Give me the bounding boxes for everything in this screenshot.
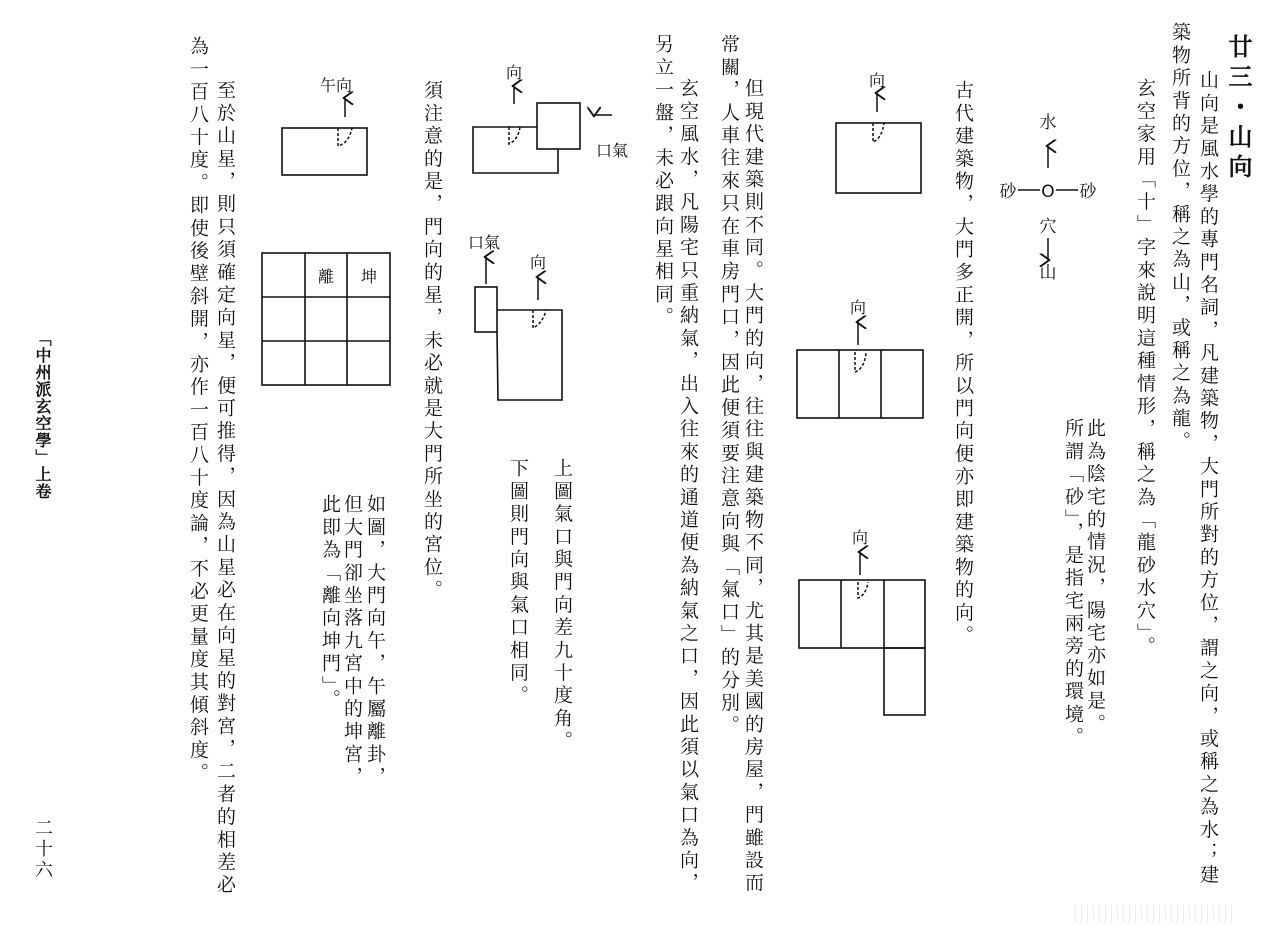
- paragraph-column: 須注意的是，門向的星，未必就是大門所坐的宮位。: [421, 80, 443, 603]
- paragraph-column: 常關，人車往來只在車房門口，因此便須要注意向與「氣口」的分別。: [718, 34, 740, 738]
- paragraph-column: 古代建築物，大門多正開，所以門向便亦即建築物的向。: [952, 80, 974, 648]
- door-icon: [855, 352, 866, 372]
- door-icon: [338, 128, 352, 146]
- paragraph-column: 至於山星，則只須確定向星，便可推得，因為山星必在向星的對宮，二者的相差必: [214, 80, 236, 898]
- facing-label: 向: [851, 528, 869, 547]
- page-number: 二十六: [32, 818, 53, 881]
- paragraph-column: 築物所背的方位，稱之為山，或稱之為龍。: [1169, 22, 1191, 454]
- door-icon: [533, 310, 546, 328]
- door-icon: [858, 582, 868, 598]
- paragraph-column: 玄空風水，凡陽宅只重納氣，出入往來的通道便為納氣之口，因此須以氣口為向，: [677, 78, 699, 896]
- sha-right-label: 砂: [1079, 182, 1097, 202]
- cross-diagram: [1000, 113, 1098, 283]
- xue-label: 穴: [1039, 217, 1057, 237]
- grid-cell-kun: 坤: [360, 267, 378, 286]
- qikou-side-diagram: [473, 63, 628, 173]
- caption-column: 下圖則門向與氣口相同。: [507, 458, 529, 708]
- facing-label: 向: [505, 63, 523, 82]
- qikou-label: 口氣: [467, 233, 501, 252]
- l-shape-diagram: [799, 528, 925, 715]
- door-icon: [873, 123, 884, 142]
- caption-column: 但大門卻坐落九宮中的坤宮，: [341, 494, 363, 790]
- wu-facing-diagram: [282, 76, 367, 175]
- caption-column: 上圖氣口與門向差九十度角。: [551, 458, 573, 754]
- qikou-label: 口氣: [595, 141, 629, 160]
- facing-label: 午向: [319, 76, 353, 95]
- xue-center-circle: O: [1041, 182, 1055, 202]
- door-icon: [509, 127, 520, 144]
- paragraph-column: 山向是風水學的專門名詞，凡建築物，大門所對的方位，謂之向，或稱之為水；建: [1197, 70, 1219, 888]
- chapter-title: 廿三・山向: [1224, 34, 1252, 184]
- mountain-label: 山: [1039, 263, 1057, 283]
- paragraph-column: 另立一盤，未必跟向星相同。: [652, 34, 674, 330]
- paragraph-column: 但現代建築則不同。大門的向，往往與建築物不同，尤其是美國的房屋，門雖設而: [742, 78, 764, 896]
- nine-palace-grid: [262, 253, 390, 385]
- caption-column: 如圖，大門向午，午屬離卦，: [364, 494, 386, 790]
- book-title: 「中州派玄空學」上卷: [33, 330, 52, 500]
- qikou-front-diagram: [468, 233, 562, 400]
- water-label: 水: [1039, 113, 1057, 133]
- sha-left-label: 砂: [999, 182, 1017, 202]
- paragraph-column: 此為陰宅的情況，陽宅亦如是。: [1084, 418, 1106, 736]
- caption-column: 此即為「離向坤門」。: [319, 494, 341, 712]
- paragraph-column: 為一百八十度。即使後壁斜開，亦作一百八十度論，不必更量度其傾斜度。: [187, 36, 209, 786]
- facing-label: 向: [529, 253, 547, 272]
- single-room-diagram: [836, 71, 921, 193]
- paragraph-column: 玄空家用「十」字來說明這種情形，稱之為「龍砂水穴」。: [1134, 78, 1156, 659]
- paragraph-column: 所謂「砂」，是指宅兩旁的環境。: [1062, 418, 1084, 749]
- grid-cell-li: 離: [317, 267, 335, 286]
- facing-label: 向: [849, 298, 867, 317]
- three-bay-diagram: [797, 298, 923, 418]
- facing-label: 向: [868, 71, 886, 90]
